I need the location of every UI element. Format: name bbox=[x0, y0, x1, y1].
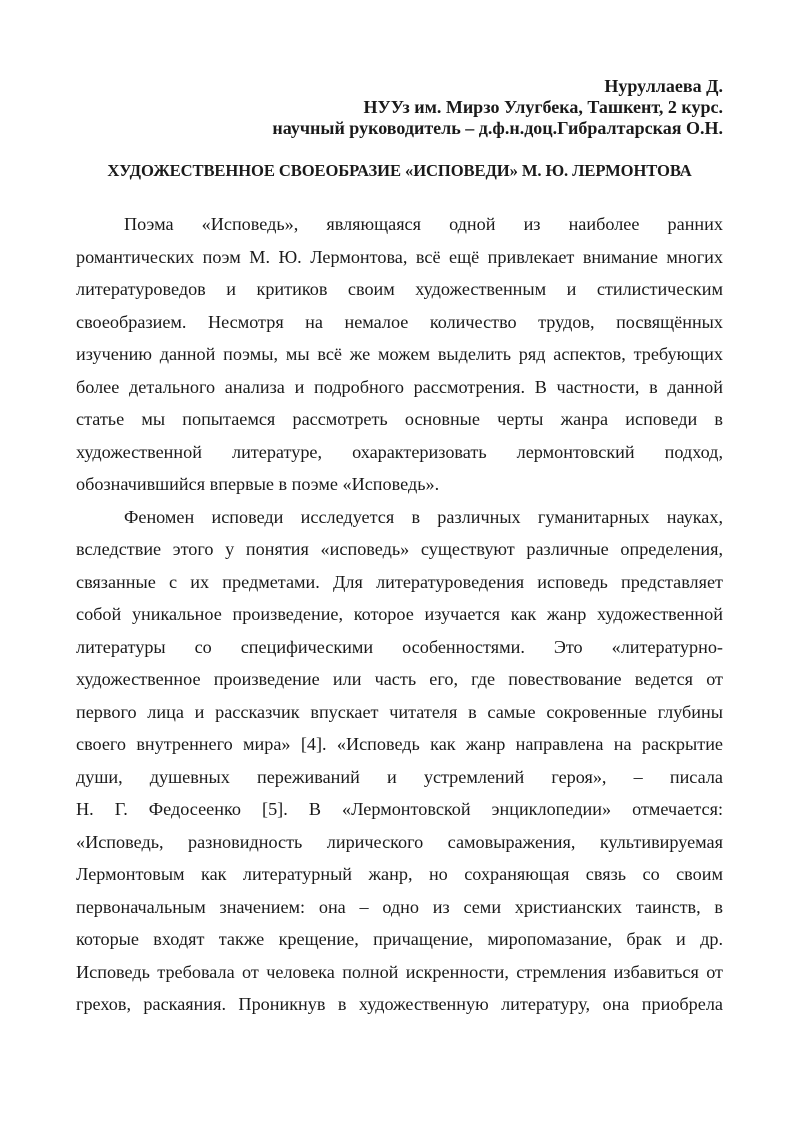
author-block bbox=[76, 76, 723, 139]
paragraph-line: Лермонтовым как литературный жанр, но сохраняющая связь со своим bbox=[76, 864, 723, 884]
paragraph-line: своеобразием. Несмотря на немалое количество трудов, посвящённых bbox=[76, 311, 723, 332]
paragraph-line: романтических поэм М. Ю. Лермонтова, всё ещё привлекает внимание многих bbox=[76, 246, 723, 267]
paragraph-line: «Исповедь, разновидность лирического самовыражения, культивируемая bbox=[76, 831, 723, 852]
author-affiliation: НУУз им. Мирзо Улугбека, Ташкент, 2 курс. bbox=[363, 97, 723, 117]
paragraph-line: художественной литературе, охарактеризовать лермонтовский подход, bbox=[76, 441, 723, 462]
article-body bbox=[76, 208, 723, 1021]
paragraph-line: своего внутреннего мира» [4]. «Исповедь как жанр направлена на раскрытие bbox=[76, 734, 723, 754]
paragraph-line: обозначившийся впервые в поэме «Исповедь». bbox=[76, 474, 440, 494]
paragraph-line: литературы со специфическими особенностями. Это «литературно- bbox=[76, 636, 723, 657]
paragraph-line: более детального анализа и подробного рассмотрения. В частности, в данной bbox=[76, 376, 723, 397]
paragraph-line: связанные с их предметами. Для литературоведения исповедь представляет bbox=[76, 571, 723, 592]
paragraph-line: грехов, раскаяния. Проникнув в художественную литературу, она приобрела bbox=[76, 994, 723, 1014]
scientific-supervisor: научный руководитель – д.ф.н.доц.Гибралтарская О.Н. bbox=[272, 118, 723, 138]
paragraph-line: литературоведов и критиков своим художественным и стилистическим bbox=[76, 279, 723, 299]
paragraph-line: собой уникальное произведение, которое изучается как жанр художественной bbox=[76, 604, 723, 624]
article-title: ХУДОЖЕСТВЕННОЕ СВОЕОБРАЗИЕ «ИСПОВЕДИ» М. Ю. ЛЕРМОНТОВА bbox=[107, 161, 692, 180]
paragraph-line: Поэма «Исповедь», являющаяся одной из наиболее ранних bbox=[124, 214, 723, 234]
paragraph-line: которые входят также крещение, причащение, миропомазание, брак и др. bbox=[76, 929, 723, 949]
paragraph-line: статье мы попытаемся рассмотреть основные черты жанра исповеди в bbox=[76, 409, 723, 429]
paragraph-line: Н. Г. Федосеенко [5]. В «Лермонтовской энциклопедии» отмечается: bbox=[76, 799, 723, 819]
paragraph-line: первоначальным значением: она – одно из семи христианских таинств, в bbox=[76, 896, 723, 917]
paragraph-line: души, душевных переживаний и устремлений героя», – писала bbox=[76, 766, 723, 787]
author-name: Нуруллаева Д. bbox=[604, 76, 723, 96]
paragraph-line: художественное произведение или часть его, где повествование ведется от bbox=[76, 669, 723, 689]
paragraph-line: вследствие этого у понятия «исповедь» существуют различные определения, bbox=[76, 539, 723, 559]
paragraph-line: изучению данной поэмы, мы всё же можем выделить ряд аспектов, требующих bbox=[76, 344, 723, 364]
paragraph-line: Феномен исповеди исследуется в различных гуманитарных науках, bbox=[124, 506, 723, 527]
paragraph-line: Исповедь требовала от человека полной искренности, стремления избавиться от bbox=[76, 961, 723, 982]
paragraph-line: первого лица и рассказчик впускает читателя в самые сокровенные глубины bbox=[76, 701, 723, 722]
